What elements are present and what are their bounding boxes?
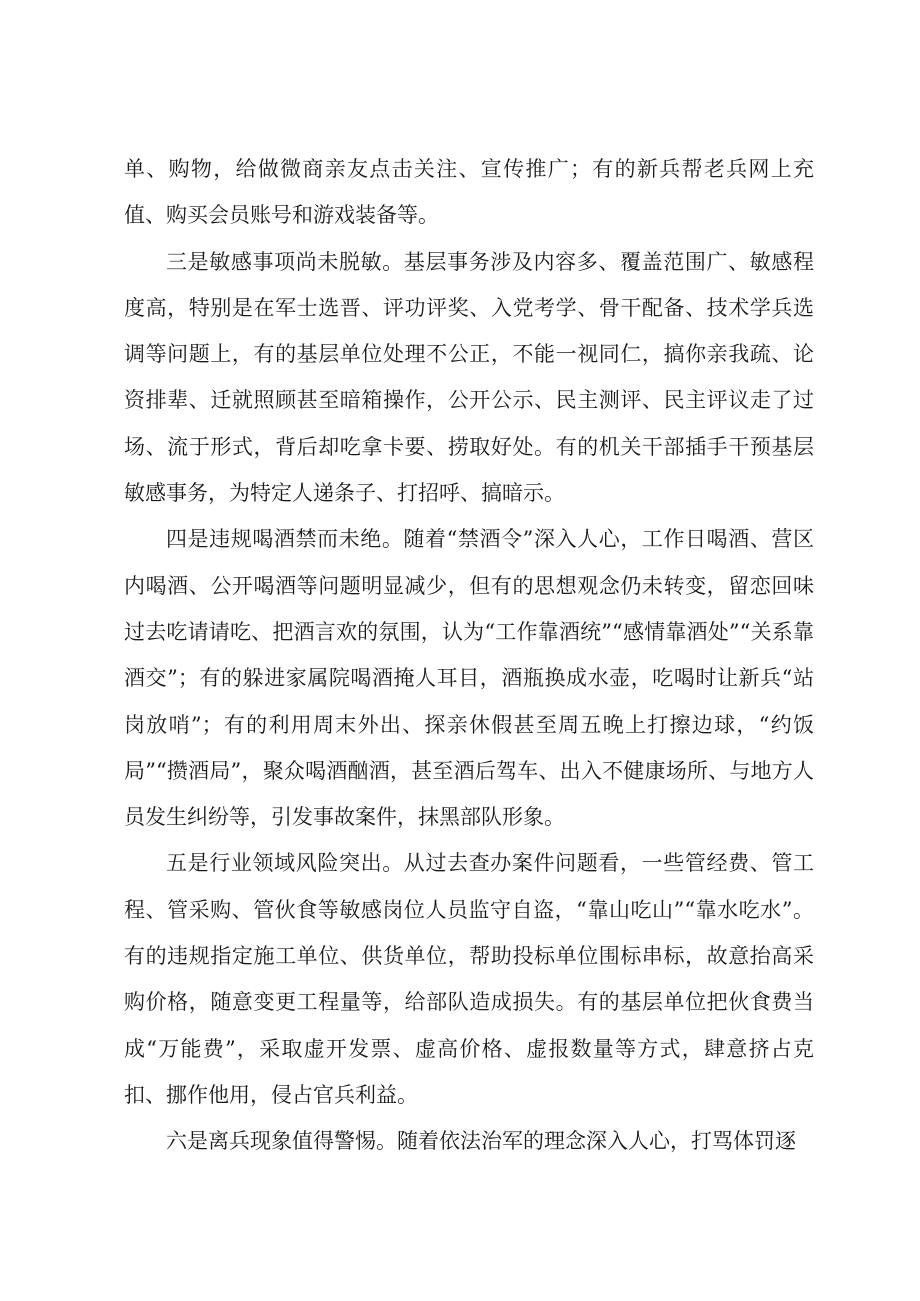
paragraph-soldier-distance: 六是离兵现象值得警惕。随着依法治军的理念深入人心，打骂体罚逐: [166, 1129, 796, 1154]
document-body: [124, 146, 814, 1165]
paragraph-drinking-violations: 四是违规喝酒禁而未绝。随着“禁酒令”深入人心，工作日喝酒、营区内喝酒、公开喝酒等问题明显减少，但有的思想观念仍未转变，留恋回味过去吃请请吃、把酒言欢的氛围，认为“工作靠酒统”“感情靠酒处”“关系靠酒交”；有的躲进家属院喝酒掩人耳目，酒瓶换成水壶，吃喝时让新兵“站岗放哨”；有的利用周末外出、探亲休假甚至周五晚上打擦边球，“约饭局”“攒酒局”，聚众喝酒酗酒，甚至酒后驾车、出入不健康场所、与地方人员发生纠纷等，引发事故案件，抹黑部队形象。: [124, 527, 814, 830]
paragraph-sensitive-matters: 三是敏感事项尚未脱敏。基层事务涉及内容多、覆盖范围广、敏感程度高，特别是在军士选晋、评功评奖、入党考学、骨干配备、技术学兵选调等问题上，有的基层单位处理不公正，不能一视同仁，搞你亲我疏、论资排辈、迁就照顾甚至暗箱操作，公开公示、民主测评、民主评议走了过场、流于形式，背后却吃拿卡要、捞取好处。有的机关干部插手干预基层敏感事务，为特定人递条子、打招呼、搞暗示。: [124, 249, 814, 506]
paragraph-continuation: 单、购物，给做微商亲友点击关注、宣传推广；有的新兵帮老兵网上充值、购买会员账号和游戏装备等。: [124, 157, 814, 228]
paragraph-industry-risks: 五是行业领域风险突出。从过去查办案件问题看，一些管经费、管工程、管采购、管伙食等敏感岗位人员监守自盗，“靠山吃山”“靠水吃水”。有的违规指定施工单位、供货单位，帮助投标单位围标串标，故意抬高采购价格，随意变更工程量等，给部队造成损失。有的基层单位把伙食费当成“万能费”，采取虚开发票、虚高价格、虚报数量等方式，肆意挤占克扣、挪作他用，侵占官兵利益。: [124, 851, 814, 1107]
